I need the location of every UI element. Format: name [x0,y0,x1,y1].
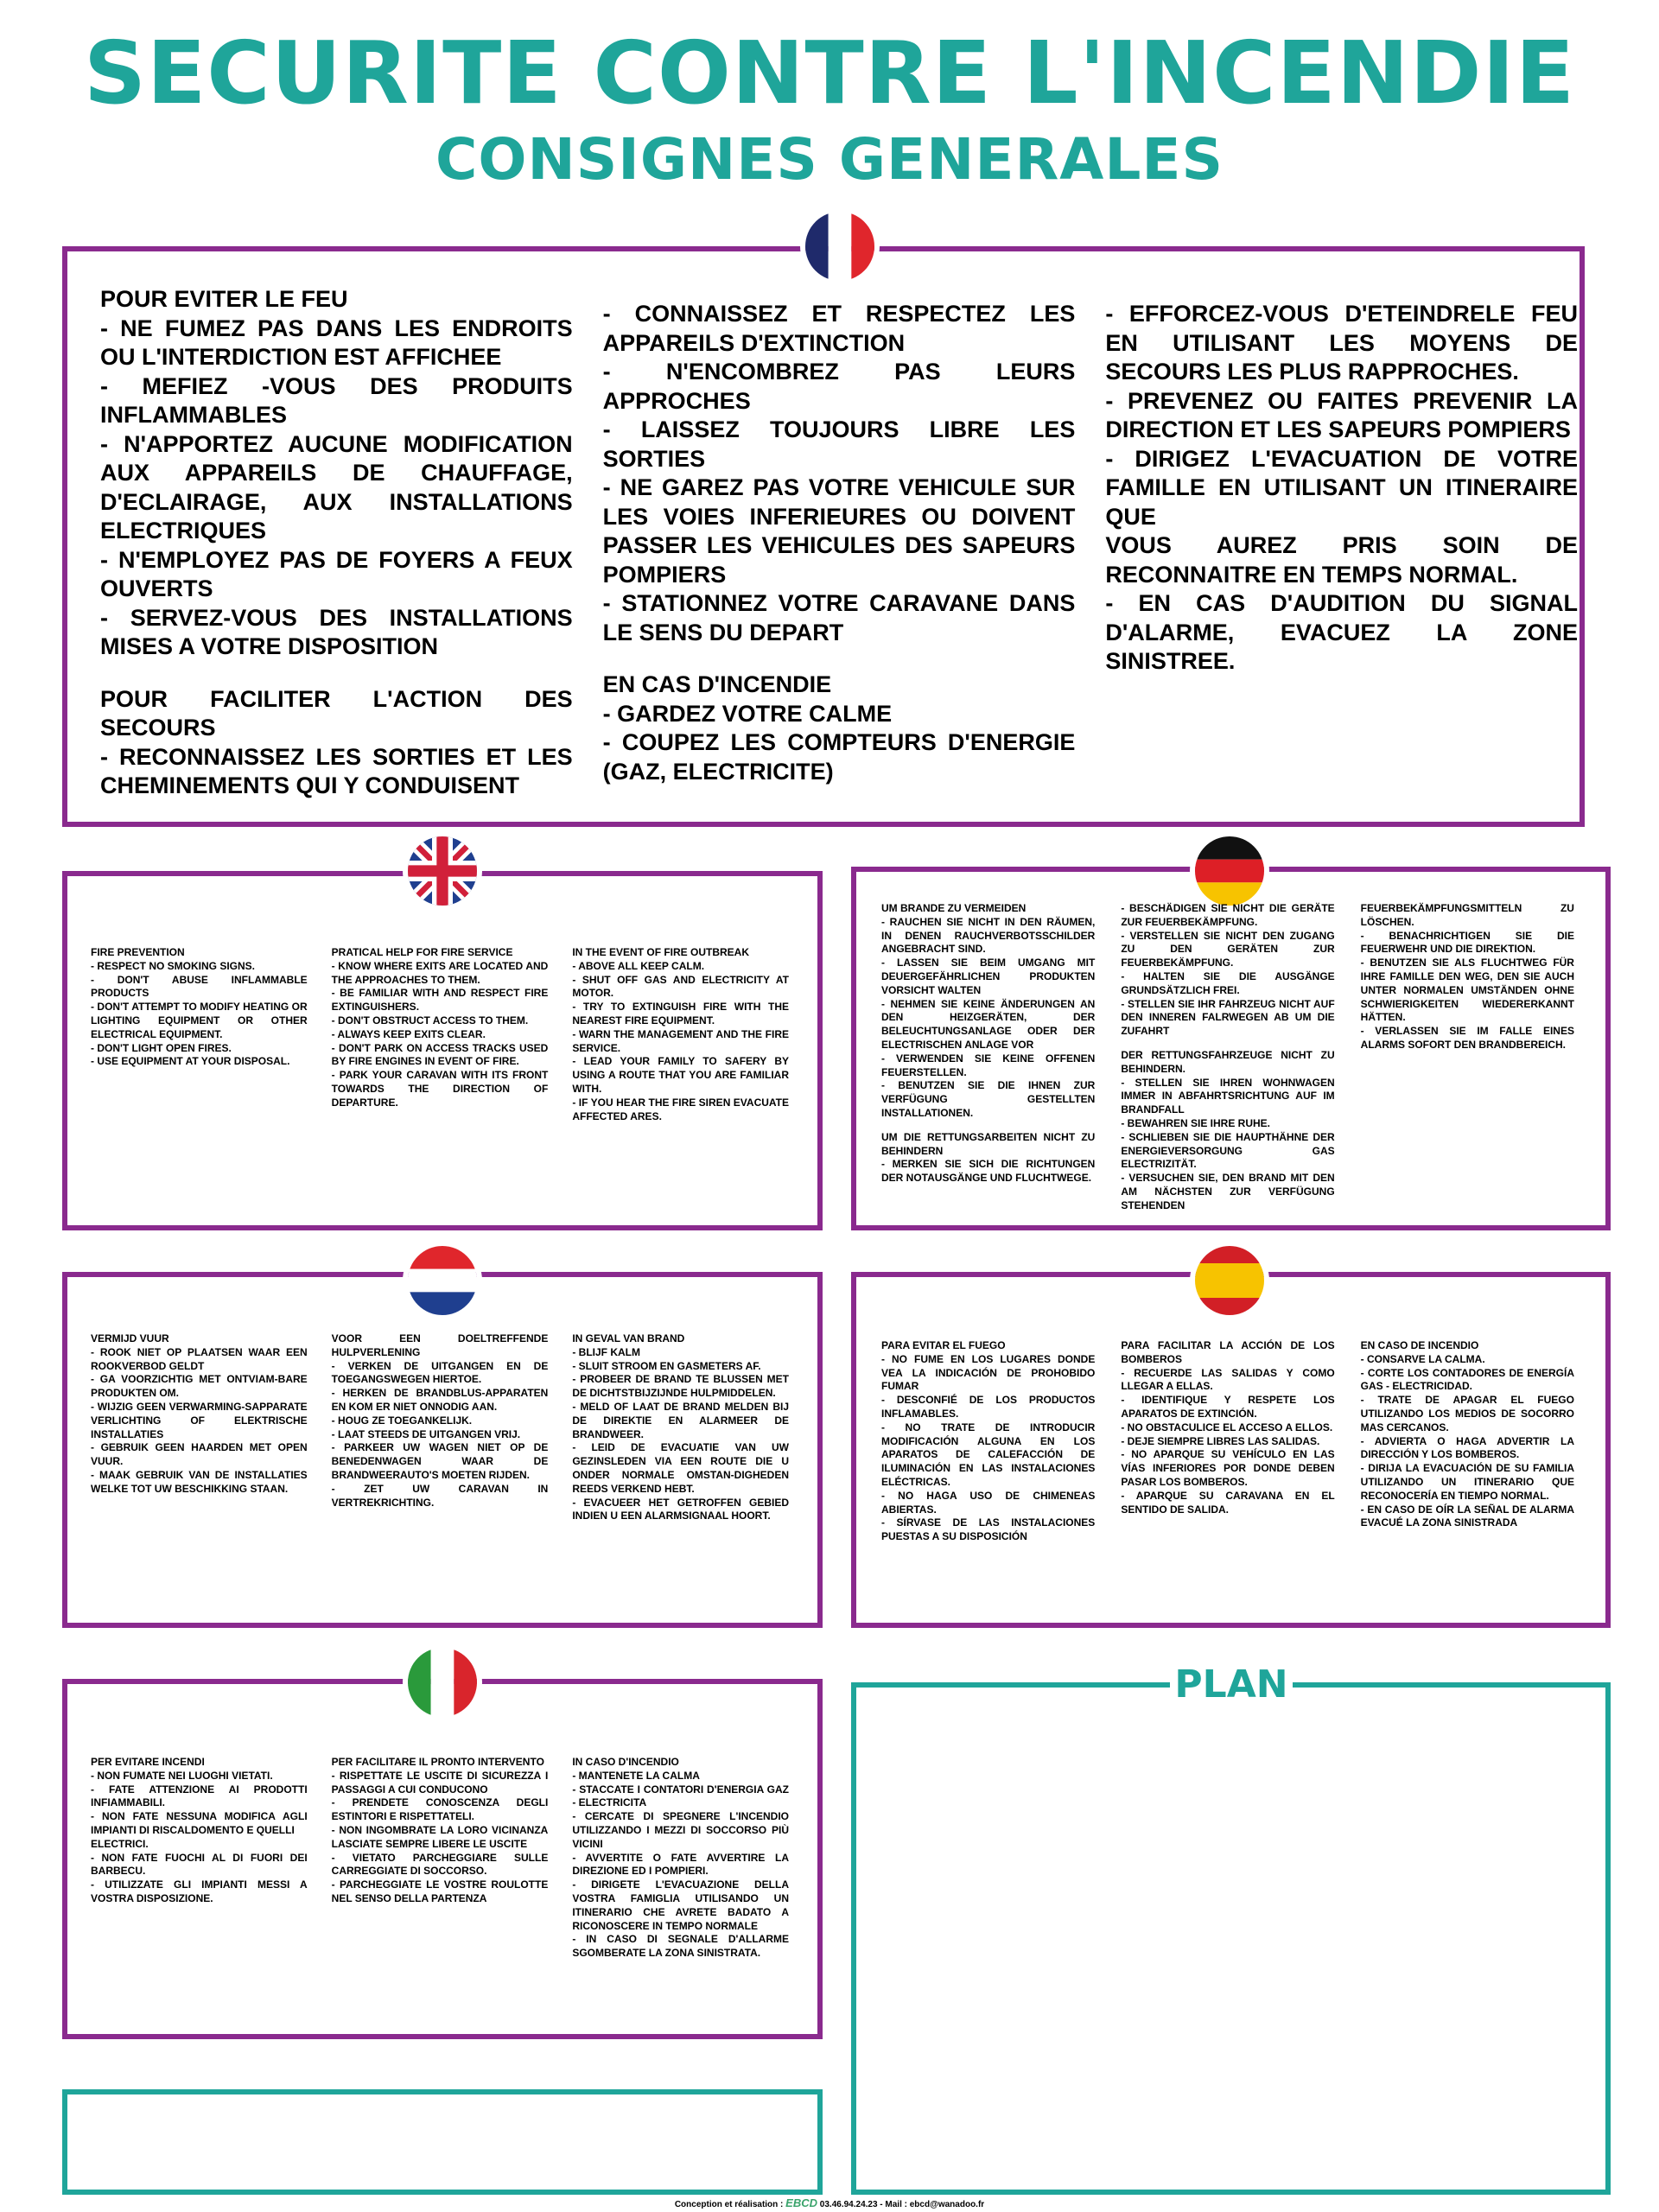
instruction-line: IN THE EVENT OF FIRE OUTBREAK [572,946,750,958]
instruction-line: - COUPEZ LES COMPTEURS D'ENERGIE (GAZ, ELECTRICITE) [602,729,1076,785]
instruction-line: - IF YOU HEAR THE FIRE SIREN EVACUATE AFFECTED ARES. [572,1096,790,1122]
german-column-1 [881,902,1095,1213]
instruction-line: - BENACHRICHTIGEN SIE DIE FEUERWEHR UND DIE DIREKTION. [1360,929,1574,956]
footer-prefix: Conception et réalisation : [674,2200,784,2209]
dutch-column-2 [332,1332,549,1523]
instruction-line: - VERWENDEN SIE KEINE OFFENEN FEUERSTELLEN. [881,1052,1096,1078]
instruction-line: - SHUT OFF GAS AND ELECTRICITY AT MOTOR. [572,973,790,1000]
instruction-line: - BEWAHREN SIE IHRE RUHE. [1121,1116,1271,1129]
instruction-line: PER FACILITARE IL PRONTO INTERVENTO [331,1756,544,1768]
instruction-line [100,662,573,685]
instruction-line: - ZET UW CARAVAN IN VERTREKRICHTING. [331,1482,549,1509]
italian-column-3 [572,1756,789,1961]
instruction-line: - RECONNAISSEZ LES SORTIES ET LES CHEMINEMENTS QUI Y CONDUISENT [100,743,573,798]
instruction-line: - TRATE DE APAGAR EL FUEGO UTILIZANDO LOS MEDIOS DE SOCORRO MAS CERCANOS. [1360,1394,1574,1433]
instruction-line: - MAAK GEBRUIK VAN DE INSTALLATIES WELKE TOT UW BESCHIKKING STAAN. [91,1468,308,1495]
instruction-line: - TRY TO EXTINGUISH FIRE WITH THE NEAREST FIRE EQUIPMENT. [572,1001,790,1027]
instruction-line: - NE FUMEZ PAS DANS LES ENDROITS OU L'INTERDICTION EST AFFICHEE [100,315,573,370]
italian-column-1 [91,1756,308,1961]
instruction-line: - ROOK NIET OP PLAATSEN WAAR EEN ROOKVERBOD GELDT [91,1345,308,1372]
instruction-line: - STELLEN SIE IHREN WOHNWAGEN IMMER IN ABFAHRTSRICHTUNG AUF IM BRANDFALL [1121,1076,1335,1116]
instruction-line: - SERVEZ-VOUS DES INSTALLATIONS MISES A VOTRE DISPOSITION [100,604,573,659]
german-flag-icon [1195,836,1264,906]
instruction-line: - HERKEN DE BRANDBLUS-APPARATEN EN KOM ER NIET ONNODIG AAN. [331,1387,549,1413]
instruction-line: - DESCONFIÉ DE LOS PRODUCTOS INFLAMABLES. [881,1394,1096,1420]
instruction-line: - WARN THE MANAGEMENT AND THE FIRE SERVICE. [572,1027,790,1054]
instruction-line: VOOR EEN DOELTREFFENDE HULPVERLENING [331,1332,549,1358]
instruction-line: - GEBRUIK GEEN HAARDEN MET OPEN VUUR. [91,1441,308,1468]
instruction-line: - DON'T OBSTRUCT ACCESS TO THEM. [331,1014,529,1027]
instruction-line: - VERLASSEN SIE IM FALLE EINES ALARMS SOFORT DEN BRANDBEREICH. [1360,1025,1574,1051]
instruction-line: - BLIJF KALM [572,1345,640,1358]
instruction-line: - GARDEZ VOTRE CALME [602,700,893,727]
instruction-line: - WIJZIG GEEN VERWARMING-SAPPARATE VERLICHTING OF ELEKTRISCHE INSTALLATIES [91,1400,308,1440]
instruction-line: - NO TRATE DE INTRODUCIR MODIFICACIÓN ALGUNA EN LOS APARATOS DE CALEFACCIÓN DE ILUMINACIÓN EN LAS INSTALACIONES ELÉCTRICAS. [881,1421,1096,1488]
instruction-line: - CERCATE DI SPEGNERE L'INCENDIO UTILIZZANDO I MEZZI DI SOCCORSO PIÙ VICINI [572,1810,790,1850]
instruction-line: - LAISSEZ TOUJOURS LIBRE LES SORTIES [602,416,1076,472]
instruction-line: VOUS AUREZ PRIS SOIN DE RECONNAITRE EN TEMPS NORMAL. [1105,532,1579,588]
instruction-line: - DIRIGEZ L'EVACUATION DE VOTRE FAMILLE EN UTILISANT UN ITINERAIRE QUE [1105,445,1579,530]
instruction-line: POUR EVITER LE FEU [100,286,348,312]
instruction-line: PRATICAL HELP FOR FIRE SERVICE [331,946,513,958]
instruction-line: - DIRIJA LA EVACUACIÓN DE SU FAMILIA UTILIZANDO UN ITINERARIO QUE RECONOCERÍA EN TIEMPO NORMAL. [1360,1462,1574,1502]
instruction-line: - NE GAREZ PAS VOTRE VEHICULE SUR LES VOIES INFERIEURES OU DOIVENT PASSER LES VEHICULES DES SAPEURS POMPIERS [602,474,1076,588]
instruction-line: - GA VOORZICHTIG MET ONTVIAM-BARE PRODUKTEN OM. [91,1373,308,1400]
instruction-line: - IDENTIFIQUE Y RESPETE LOS APARATOS DE EXTINCIÓN. [1121,1394,1335,1420]
english-column-3 [572,946,789,1123]
instruction-line: IN CASO D'INCENDIO [572,1756,679,1768]
instruction-line: - EN CASO DE OÍR LA SEÑAL DE ALARMA EVACUÉ LA ZONA SINISTRADA [1360,1503,1574,1529]
instruction-line: - BE FAMILIAR WITH AND RESPECT FIRE EXTINGUISHERS. [331,987,549,1014]
spanish-column-1 [881,1339,1095,1544]
dutch-column-1 [91,1332,308,1523]
spanish-columns [881,1339,1574,1544]
instruction-line: PARA EVITAR EL FUEGO [881,1339,1006,1351]
instruction-line: - RECUERDE LAS SALIDAS Y COMO LLEGAR A ELLAS. [1121,1366,1335,1393]
instruction-line: - DON'T ABUSE INFLAMMABLE PRODUCTS [91,973,308,1000]
instruction-line: - NON FATE NESSUNA MODIFICA AGLI IMPIANTI DI RISCALDOMENTO E QUELLI [91,1810,308,1836]
footer-credit [0,2198,1659,2210]
instruction-line: - DON'T LIGHT OPEN FIRES. [91,1041,232,1054]
instruction-line: PARA FACILITAR LA ACCIÓN DE LOS BOMBEROS [1121,1339,1335,1365]
instruction-line: - CORTE LOS CONTADORES DE ENERGÍA GAS - ELECTRICIDAD. [1360,1366,1574,1393]
uk-flag-icon [408,836,477,906]
instruction-line: - PREVENEZ OU FAITES PREVENIR LA DIRECTION ET LES SAPEURS POMPIERS [1105,387,1579,442]
german-columns [881,902,1574,1213]
instruction-line: - STATIONNEZ VOTRE CARAVANE DANS LE SENS DU DEPART [602,590,1076,645]
instruction-line: - EN CAS D'AUDITION DU SIGNAL D'ALARME, EVACUEZ LA ZONE SINISTREE. [1105,590,1579,674]
instruction-line: - PROBEER DE BRAND TE BLUSSEN MET DE DICHTSTBIJZIJNDE HULPMIDDELEN. [572,1373,790,1400]
instruction-line: EN CASO DE INCENDIO [1360,1339,1479,1351]
instruction-line: - AVVERTITE O FATE AVVERTIRE LA DIREZIONE ED I POMPIERI. [572,1851,790,1878]
instruction-line: IN GEVAL VAN BRAND [572,1332,685,1344]
english-columns [91,946,789,1123]
instruction-line: - RESPECT NO SMOKING SIGNS. [91,959,256,972]
instruction-line: - DON'T ATTEMPT TO MODIFY HEATING OR LIGHTING EQUIPMENT OR OTHER ELECTRICAL EQUIPMENT. [91,1001,308,1040]
french-column-3 [1105,285,1578,801]
french-flag-icon [805,212,874,281]
instruction-line: - NEHMEN SIE KEINE ÄNDERUNGEN AN DEN HEIZGERÄTEN, DER BELEUCHTUNGSANLAGE ODER DER ELECTRISCHEN ANLAGE VOR [881,997,1096,1051]
instruction-line: - VERKEN DE UITGANGEN EN DE TOEGANGSWEGEN HIERTOE. [331,1359,549,1386]
instruction-line: - STELLEN SIE IHR FAHRZEUG NICHT AUF DEN INNEREN FALRWEGEN AB UM DIE ZUFAHRT [1121,997,1335,1038]
plan-panel [851,1682,1611,2195]
instruction-line [603,647,1076,671]
instruction-line: - DON'T PARK ON ACCESS TRACKS USED BY FIRE ENGINES IN EVENT OF FIRE. [331,1041,549,1068]
instruction-line: - STACCATE I CONTATORI D'ENERGIA GAZ - ELECTRICITA [572,1783,790,1809]
instruction-line: FEUERBEKÄMPFUNGSMITTELN ZU LÖSCHEN. [1360,902,1574,928]
instruction-line: - LEID DE EVACUATIE VAN UW GEZINSLEDEN VIA EEN ROUTE DIE U ONDER NORMALE OMSTAN-DIGHEDEN REEDS VERKEND HEBT. [572,1441,790,1495]
instruction-line: - MANTENETE LA CALMA [572,1769,700,1782]
instruction-line: - EFFORCEZ-VOUS D'ETEINDRELE FEU EN UTILISANT LES MOYENS DE SECOURS LES PLUS RAPPROCHES. [1105,301,1579,385]
instruction-line: ELECTRICI. [91,1837,149,1850]
instruction-line: - ABOVE ALL KEEP CALM. [572,959,705,972]
instruction-line: - KNOW WHERE EXITS ARE LOCATED AND THE APPROACHES TO THEM. [331,959,549,986]
instruction-line: - N'APPORTEZ AUCUNE MODIFICATION AUX APPAREILS DE CHAUFFAGE, D'ECLAIRAGE, AUX INSTALLATIONS ELECTRIQUES [100,430,573,543]
dutch-column-3 [572,1332,789,1523]
dutch-columns [91,1332,789,1523]
instruction-line: - SLUIT STROOM EN GASMETERS AF. [572,1359,761,1372]
instruction-line: VERMIJD VUUR [91,1332,169,1344]
instruction-line: - NO FUME EN LOS LUGARES DONDE VEA LA INDICACIÓN DE PROHOBIDO FUMAR [881,1352,1096,1393]
instruction-line: - MERKEN SIE SICH DIE RICHTUNGEN DER NOTAUSGÄNGE UND FLUCHTWEGE. [881,1158,1096,1185]
instruction-line: - LAAT STEEDS DE UITGANGEN VRIJ. [331,1427,521,1440]
spanish-column-3 [1361,1339,1574,1544]
instruction-line: - PRENDETE CONOSCENZA DEGLI ESTINTORI E RISPETTATELI. [331,1796,549,1823]
instruction-line: - LEAD YOUR FAMILY TO SAFERY BY USING A ROUTE THAT YOU ARE FAMILIAR WITH. [572,1055,790,1095]
instruction-line: UM BRANDE ZU VERMEIDEN [881,902,1027,914]
instruction-line: - NO APARQUE SU VEHÍCULO EN LAS VÍAS INFERIORES POR DONDE DEBEN PASAR LOS BOMBEROS. [1121,1448,1335,1488]
instruction-line: POUR FACILITER L'ACTION DES SECOURS [100,685,573,741]
german-column-2 [1121,902,1334,1213]
instruction-line: - ALWAYS KEEP EXITS CLEAR. [331,1027,486,1040]
instruction-line: - VIETATO PARCHEGGIARE SULLE CARREGGIATE DI SOCCORSO. [331,1851,549,1878]
instruction-line: PER EVITARE INCENDI [91,1756,205,1768]
instruction-line: DER RETTUNGSFAHRZEUGE NICHT ZU BEHINDERN. [1121,1048,1335,1075]
instruction-line [1121,1039,1334,1049]
plan-label: PLAN [1170,1659,1293,1711]
instruction-line: - N'ENCOMBREZ PAS LEURS APPROCHES [602,359,1076,414]
instruction-line: - HOUG ZE TOEGANKELIJK. [331,1414,473,1427]
instruction-line: - LASSEN SIE BEIM UMGANG MIT DEUERGEFÄHRLICHEN PRODUKTEN VORSICHT WALTEN [881,957,1096,996]
instruction-line: - EVACUEER HET GETROFFEN GEBIED INDIEN U EEN ALARMSIGNAAL HOORT. [572,1496,790,1522]
english-column-2 [332,946,549,1123]
instruction-line: - BENUTZEN SIE DIE IHNEN ZUR VERFÜGUNG GESTELLTEN INSTALLATIONEN. [881,1079,1096,1119]
instruction-line: - UTILIZZATE GLI IMPIANTI MESSI A VOSTRA DISPOSIZIONE. [91,1878,308,1904]
instruction-line: - RAUCHEN SIE NICHT IN DEN RÄUMEN, IN DENEN RAUCHVERBOTSSCHILDER ANGEBRACHT SIND. [881,915,1096,956]
spanish-flag-icon [1195,1246,1264,1315]
italian-columns [91,1756,789,1961]
instruction-line: - SÍRVASE DE LAS INSTALACIONES PUESTAS A SU DISPOSICIÓN [881,1516,1096,1543]
instruction-line: - N'EMPLOYEZ PAS DE FOYERS A FEUX OUVERTS [100,546,573,601]
instruction-line: - ADVIERTA O HAGA ADVERTIR LA DIRECCIÓN Y LOS BOMBEROS. [1360,1434,1574,1461]
instruction-line: - CONNAISSEZ ET RESPECTEZ LES APPAREILS D'EXTINCTION [602,301,1076,356]
instruction-line: - PARKEER UW WAGEN NIET OP DE BENEDENWAGEN WAAR DE BRANDWEERAUTO'S MOETEN RIJDEN. [331,1441,549,1481]
blank-info-box [62,2089,823,2195]
english-column-1 [91,946,308,1123]
instruction-line: - PARCHEGGIATE LE VOSTRE ROULOTTE NEL SENSO DELLA PARTENZA [331,1878,549,1904]
french-column-1 [100,285,573,801]
instruction-line: - USE EQUIPMENT AT YOUR DISPOSAL. [91,1055,290,1068]
ebcd-logo: EBCD [785,2196,818,2209]
dutch-flag-icon [408,1246,477,1315]
footer-contact: 03.46.94.24.23 - Mail : ebcd@wanadoo.fr [819,2200,985,2209]
instruction-line: - MEFIEZ -VOUS DES PRODUITS INFLAMMABLES [100,372,573,428]
instruction-line: - HALTEN SIE DIE AUSGÄNGE GRUNDSÄTZLICH FREI. [1121,969,1335,996]
page-title: SECURITE CONTRE L'INCENDIE [83,22,1576,124]
instruction-line [881,1121,1095,1131]
instruction-line: - VERSUCHEN SIE, DEN BRAND MIT DEN AM NÄCHSTEN ZUR VERFÜGUNG STEHENDEN [1121,1172,1335,1211]
instruction-line: - PARK YOUR CARAVAN WITH ITS FRONT TOWARDS THE DIRECTION OF DEPARTURE. [331,1069,549,1109]
instruction-line: - BESCHÄDIGEN SIE NICHT DIE GERÄTE ZUR FEUERBEKÄMPFUNG. [1121,902,1335,928]
instruction-line: - MELD OF LAAT DE BRAND MELDEN BIJ DE DIREKTIE EN ALARMEER DE BRANDWEER. [572,1400,790,1440]
instruction-line: - NO OBSTACULICE EL ACCESO A ELLOS. [1121,1421,1333,1433]
french-columns [100,285,1578,801]
instruction-line: UM DIE RETTUNGSARBEITEN NICHT ZU BEHINDERN [881,1130,1096,1157]
instruction-line: FIRE PREVENTION [91,946,185,958]
instruction-line: - NON INGOMBRATE LA LORO VICINANZA LASCIATE SEMPRE LIBERE LE USCITE [331,1823,549,1850]
page-subtitle: CONSIGNES GENERALES [435,126,1224,193]
italian-flag-icon [408,1648,477,1717]
instruction-line: EN CAS D'INCENDIE [602,671,832,697]
instruction-line: - NON FATE FUOCHI AL DI FUORI DEI BARBECU. [91,1851,308,1878]
instruction-line: - FATE ATTENZIONE AI PRODOTTI INFIAMMABILI. [91,1783,308,1809]
instruction-line: - APARQUE SU CARAVANA EN EL SENTIDO DE SALIDA. [1121,1489,1335,1516]
german-column-3 [1361,902,1574,1213]
instruction-line: - BENUTZEN SIE ALS FLUCHTWEG FÜR IHRE FAMILLE DEN WEG, DEN SIE AUCH UNTER NORMALEN UMSTÄNDEN OHNE SCHWIERIGKEITEN WIEDERERKANNT HÄTTEN. [1360,957,1574,1024]
spanish-column-2 [1121,1339,1334,1544]
instruction-line: - DIRIGETE L'EVACUAZIONE DELLA VOSTRA FAMIGLIA UTILISANDO UN ITINERARIO CHE AVRETE BADATO A RICONOSCERE IN TEMPO NORMALE [572,1878,790,1932]
instruction-line: - NO HAGA USO DE CHIMENEAS ABIERTAS. [881,1489,1096,1516]
french-column-2 [603,285,1076,801]
instruction-line: - VERSTELLEN SIE NICHT DEN ZUGANG ZU DEN GERÄTEN ZUR FEUERBEKÄMPFUNG. [1121,929,1335,969]
instruction-line: - SCHLIEBEN SIE DIE HAUPTHÄHNE DER ENERGIEVERSORGUNG GAS ELECTRIZITÄT. [1121,1130,1335,1171]
instruction-line: - IN CASO DI SEGNALE D'ALLARME SGOMBERATE LA ZONA SINISTRATA. [572,1933,790,1960]
instruction-line: - CONSARVE LA CALMA. [1360,1352,1485,1365]
instruction-line: - NON FUMATE NEI LUOGHI VIETATI. [91,1769,273,1782]
italian-column-2 [332,1756,549,1961]
instruction-line: - DEJE SIEMPRE LIBRES LAS SALIDAS. [1121,1434,1320,1447]
instruction-line: - RISPETTATE LE USCITE DI SICUREZZA I PASSAGGI A CUI CONDUCONO [331,1769,549,1796]
